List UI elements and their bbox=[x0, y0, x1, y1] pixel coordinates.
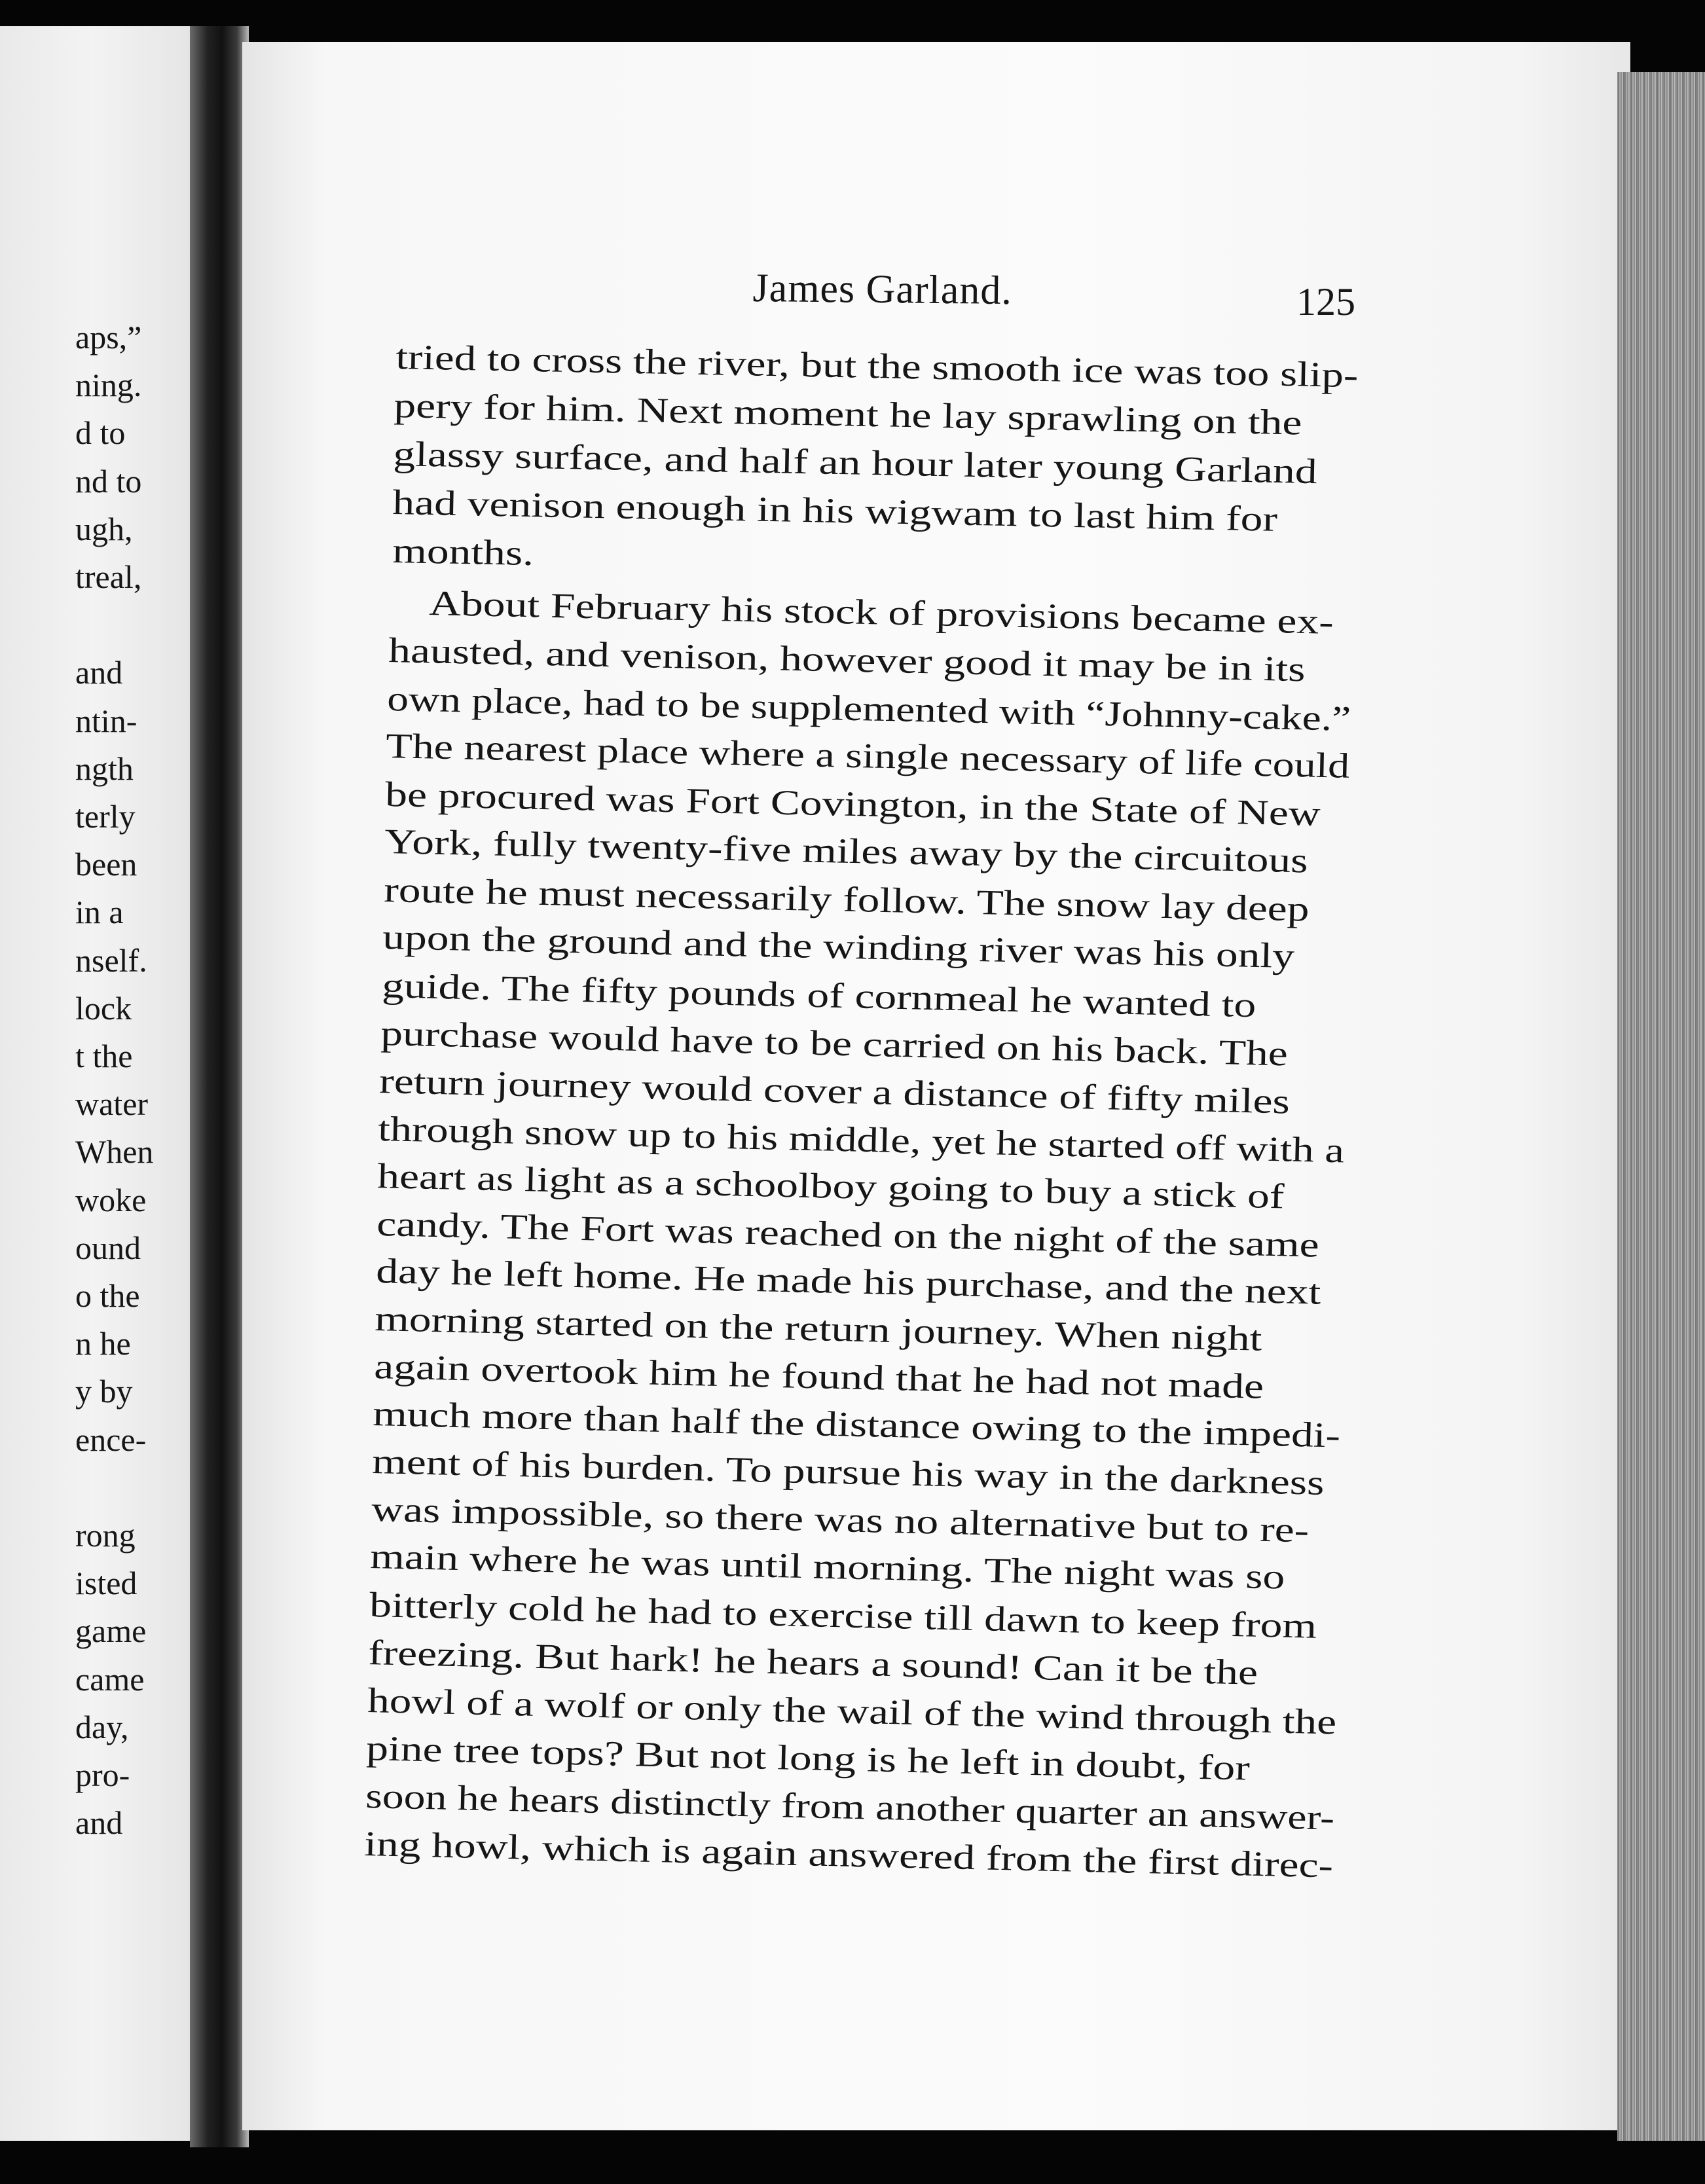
left-page-line: game bbox=[75, 1612, 147, 1650]
left-page-line: n he bbox=[75, 1325, 131, 1362]
left-page-line: came bbox=[75, 1660, 145, 1698]
body-text-line: glassy surface, and half an hour later young Garland bbox=[392, 434, 1318, 492]
body-text-line: hausted, and venison, however good it may be in its bbox=[388, 630, 1306, 689]
left-page-line: ning. bbox=[75, 367, 142, 404]
left-page-line: treal, bbox=[75, 558, 142, 595]
body-text-line: candy. The Fort was reached on the night of the same bbox=[376, 1204, 1320, 1265]
body-text-line: About February his stock of provisions became ex- bbox=[428, 583, 1334, 642]
left-page-line: and bbox=[75, 654, 123, 691]
body-text-line: day he left home. He made his purchase, and the next bbox=[375, 1251, 1321, 1312]
body-text-line: ing howl, which is again answered from the first direc- bbox=[363, 1824, 1334, 1885]
page-number: 125 bbox=[1296, 280, 1355, 323]
body-text-line: pine tree tops? But not long is he left in doubt, for bbox=[365, 1728, 1251, 1788]
body-text-line: ment of his burden. To pursue his way in the darkness bbox=[371, 1442, 1325, 1502]
left-page-line: nself. bbox=[75, 941, 147, 979]
body-text-line: much more than half the distance owing to the impedi- bbox=[372, 1394, 1341, 1455]
left-page-line: isted bbox=[75, 1565, 138, 1602]
left-page-line: rong bbox=[75, 1517, 136, 1554]
body-text-line: The nearest place where a single necessary of life could bbox=[385, 726, 1350, 786]
left-page-line: ntin- bbox=[75, 702, 138, 739]
left-page-line: been bbox=[75, 846, 138, 883]
body-text-line: morning started on the return journey. When night bbox=[374, 1299, 1263, 1358]
left-page-line: pro- bbox=[75, 1756, 130, 1793]
left-page-line: woke bbox=[75, 1181, 147, 1218]
body-text-line: pery for him. Next moment he lay sprawling on the bbox=[393, 386, 1302, 443]
left-page-line: ence- bbox=[75, 1421, 147, 1458]
left-page-line: and bbox=[75, 1804, 123, 1842]
body-text-line: had venison enough in his wigwam to last him for bbox=[392, 482, 1278, 539]
left-page-line: aps,” bbox=[75, 319, 142, 355]
body-text-line: own place, had to be supplemented with “Johnny-cake.” bbox=[386, 679, 1351, 738]
left-page-line: ugh, bbox=[75, 510, 133, 547]
running-head-title: James Garland. bbox=[752, 265, 1013, 314]
left-page-line: t the bbox=[75, 1038, 133, 1074]
body-text-line: route he must necessarily follow. The snow lay deep bbox=[383, 870, 1310, 929]
body-text-line: guide. The fifty pounds of cornmeal he wanted to bbox=[381, 966, 1256, 1025]
body-text-line: main where he was until morning. The night was so bbox=[369, 1537, 1285, 1597]
body-text-line: purchase would have to be carried on his back. The bbox=[380, 1013, 1289, 1074]
body-text-line: again overtook him he found that he had not made bbox=[373, 1347, 1264, 1406]
body-text-line: be procured was Fort Covington, in the State of New bbox=[384, 774, 1321, 833]
left-page-line: ngth bbox=[75, 750, 134, 787]
left-page-line: water bbox=[75, 1085, 149, 1123]
body-text-line: bitterly cold he had to exercise till dawn to keep from bbox=[369, 1585, 1317, 1646]
left-page-line: When bbox=[75, 1133, 154, 1171]
body-text-line: return journey would cover a distance of fifty miles bbox=[378, 1061, 1291, 1121]
left-page-line: o the bbox=[75, 1277, 140, 1314]
left-page-line: y by bbox=[75, 1373, 133, 1410]
left-page-line: ound bbox=[75, 1229, 141, 1266]
body-text-line: tried to cross the river, but the smooth ice was too slip- bbox=[395, 337, 1359, 395]
body-text-line: through snow up to his middle, yet he started off with a bbox=[377, 1109, 1345, 1171]
left-page-line: in a bbox=[75, 894, 124, 931]
body-text-line: heart as light as a schoolboy going to buy a stick of bbox=[376, 1156, 1285, 1216]
body-text-line: upon the ground and the winding river was his only bbox=[382, 917, 1295, 976]
body-text-line: howl of a wolf or only the wail of the wind through the bbox=[367, 1681, 1337, 1742]
body-text-line: freezing. But hark! he hears a sound! Can it be the bbox=[367, 1633, 1258, 1692]
left-page-line: terly bbox=[75, 798, 136, 835]
body-text-line: was impossible, so there was no alternative but to re- bbox=[371, 1489, 1310, 1550]
left-page-line: nd to bbox=[75, 462, 142, 500]
body-text-line: months. bbox=[392, 531, 534, 573]
left-page-line: day, bbox=[75, 1708, 129, 1745]
body-text-line: York, fully twenty-five miles away by the circuitous bbox=[384, 822, 1309, 881]
left-page-line: d to bbox=[75, 414, 126, 452]
body-text-line: soon he hears distinctly from another quarter an answer- bbox=[365, 1776, 1335, 1838]
left-page-line: lock bbox=[75, 989, 132, 1027]
